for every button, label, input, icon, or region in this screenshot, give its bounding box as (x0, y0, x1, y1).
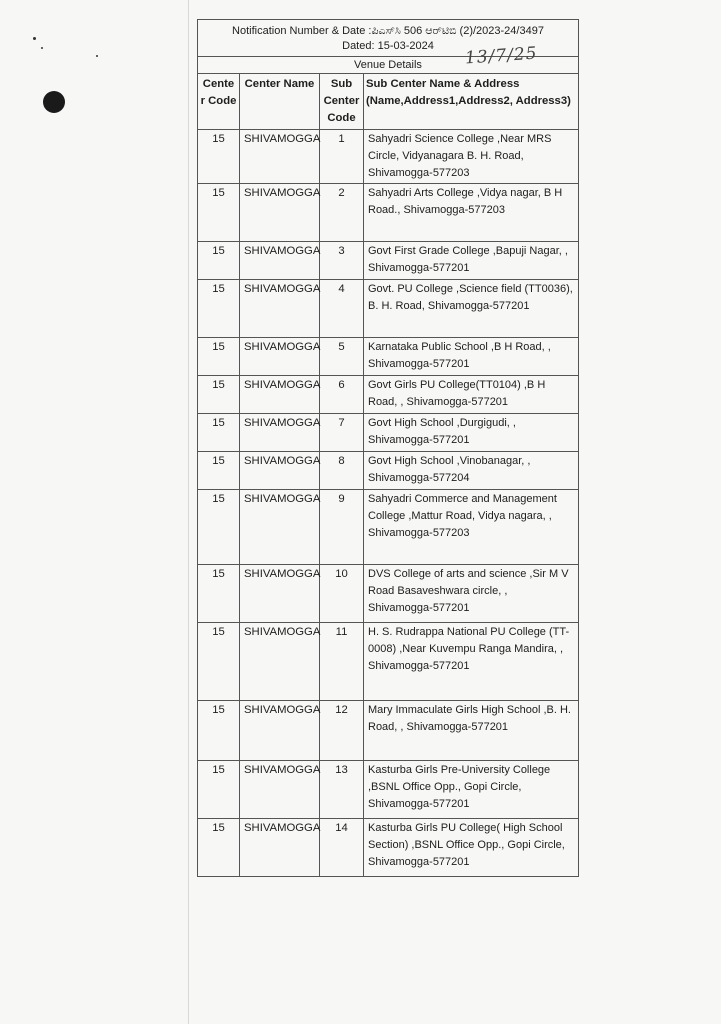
handwritten-date: 13/7/25 (464, 43, 539, 69)
table-row (198, 701, 579, 761)
table-row (198, 490, 579, 565)
sub-center-code-cell: 2 (320, 184, 364, 242)
table-row (198, 376, 579, 414)
sub-center-address-cell: Govt High School ,Durgigudi, , Shivamogga-577201 (364, 414, 579, 452)
sub-center-code-cell: 3 (320, 242, 364, 280)
venue-rows (198, 130, 579, 877)
sub-center-code-cell: 12 (320, 701, 364, 761)
sub-center-address-cell: Govt High School ,Vinobanagar, , Shivamogga-577204 (364, 452, 579, 490)
center-name-cell: SHIVAMOGGA (240, 701, 320, 761)
center-name-cell: SHIVAMOGGA (240, 242, 320, 280)
center-name-cell: SHIVAMOGGA (240, 184, 320, 242)
page-edge (188, 0, 189, 1024)
column-header-row (198, 74, 579, 130)
center-name-cell: SHIVAMOGGA (240, 376, 320, 414)
sub-center-address-cell: H. S. Rudrappa National PU College (TT-0008) ,Near Kuvempu Ranga Mandira, , Shivamogga-577201 (364, 623, 579, 701)
center-code-cell: 15 (198, 623, 240, 701)
center-code-cell: 15 (198, 701, 240, 761)
table-row (198, 280, 579, 338)
scan-speck (41, 47, 43, 49)
sub-center-code-cell: 11 (320, 623, 364, 701)
center-code-cell: 15 (198, 376, 240, 414)
center-name-cell: SHIVAMOGGA (240, 623, 320, 701)
col-sub-center-code: Sub Center Code (320, 74, 364, 130)
table-row (198, 452, 579, 490)
venue-details-row (198, 57, 579, 74)
punch-hole (43, 91, 65, 113)
sub-center-address-cell: Kasturba Girls Pre-University College ,BSNL Office Opp., Gopi Circle, Shivamogga-577201 (364, 761, 579, 819)
sub-center-address-cell: Sahyadri Arts College ,Vidya nagar, B H Road., Shivamogga-577203 (364, 184, 579, 242)
table-row (198, 338, 579, 376)
col-center-code: Cente r Code (198, 74, 240, 130)
sub-center-code-cell: 14 (320, 819, 364, 877)
center-name-cell: SHIVAMOGGA (240, 452, 320, 490)
sub-center-address-cell: Govt. PU College ,Science field (TT0036), B. H. Road, Shivamogga-577201 (364, 280, 579, 338)
sub-center-code-cell: 13 (320, 761, 364, 819)
center-name-cell: SHIVAMOGGA (240, 130, 320, 184)
center-name-cell: SHIVAMOGGA (240, 414, 320, 452)
sub-center-address-cell: Mary Immaculate Girls High School ,B. H. Road, , Shivamogga-577201 (364, 701, 579, 761)
sub-center-address-cell: DVS College of arts and science ,Sir M V Road Basaveshwara circle, , Shivamogga-577201 (364, 565, 579, 623)
center-name-cell: SHIVAMOGGA (240, 490, 320, 565)
center-name-cell: SHIVAMOGGA (240, 819, 320, 877)
table-row (198, 565, 579, 623)
notification-date: Dated: 15-03-2024 (342, 40, 434, 52)
col-sub-center-address: Sub Center Name & Address (Name,Address1,Address2, Address3) (364, 74, 579, 130)
venue-details-label: Venue Details (354, 59, 422, 71)
center-code-cell: 15 (198, 565, 240, 623)
table-row (198, 130, 579, 184)
table-row (198, 623, 579, 701)
center-code-cell: 15 (198, 130, 240, 184)
center-name-cell: SHIVAMOGGA (240, 761, 320, 819)
table-row (198, 184, 579, 242)
sub-center-code-cell: 5 (320, 338, 364, 376)
col-center-name: Center Name (240, 74, 320, 130)
venue-table (197, 19, 579, 877)
center-code-cell: 15 (198, 338, 240, 376)
sub-center-address-cell: Karnataka Public School ,B H Road, , Shivamogga-577201 (364, 338, 579, 376)
table-row (198, 819, 579, 877)
sub-center-code-cell: 9 (320, 490, 364, 565)
sub-center-address-cell: Govt Girls PU College(TT0104) ,B H Road, , Shivamogga-577201 (364, 376, 579, 414)
table-row (198, 414, 579, 452)
sub-center-code-cell: 6 (320, 376, 364, 414)
center-code-cell: 15 (198, 490, 240, 565)
center-name-cell: SHIVAMOGGA (240, 338, 320, 376)
sub-center-code-cell: 7 (320, 414, 364, 452)
table-row (198, 242, 579, 280)
center-code-cell: 15 (198, 819, 240, 877)
sub-center-address-cell: Govt First Grade College ,Bapuji Nagar, , Shivamogga-577201 (364, 242, 579, 280)
center-code-cell: 15 (198, 242, 240, 280)
sub-center-code-cell: 4 (320, 280, 364, 338)
sub-center-address-cell: Kasturba Girls PU College( High School Section) ,BSNL Office Opp., Gopi Circle, Shivamogga-577201 (364, 819, 579, 877)
center-name-cell: SHIVAMOGGA (240, 280, 320, 338)
table-row (198, 761, 579, 819)
notification-number: Notification Number & Date :ಪಿಎಸ್‌ಸಿ 506 ಆರ್‌ಟಿಬಿ (2)/2023-24/3497 (232, 25, 544, 37)
center-code-cell: 15 (198, 414, 240, 452)
center-name-cell: SHIVAMOGGA (240, 565, 320, 623)
center-code-cell: 15 (198, 452, 240, 490)
scan-speck (96, 55, 98, 57)
center-code-cell: 15 (198, 761, 240, 819)
scan-speck (33, 37, 36, 40)
center-code-cell: 15 (198, 184, 240, 242)
center-code-cell: 15 (198, 280, 240, 338)
sub-center-code-cell: 1 (320, 130, 364, 184)
sub-center-address-cell: Sahyadri Science College ,Near MRS Circle, Vidyanagara B. H. Road, Shivamogga-577203 (364, 130, 579, 184)
sub-center-code-cell: 8 (320, 452, 364, 490)
sub-center-address-cell: Sahyadri Commerce and Management College ,Mattur Road, Vidya nagara, , Shivamogga-577203 (364, 490, 579, 565)
sub-center-code-cell: 10 (320, 565, 364, 623)
